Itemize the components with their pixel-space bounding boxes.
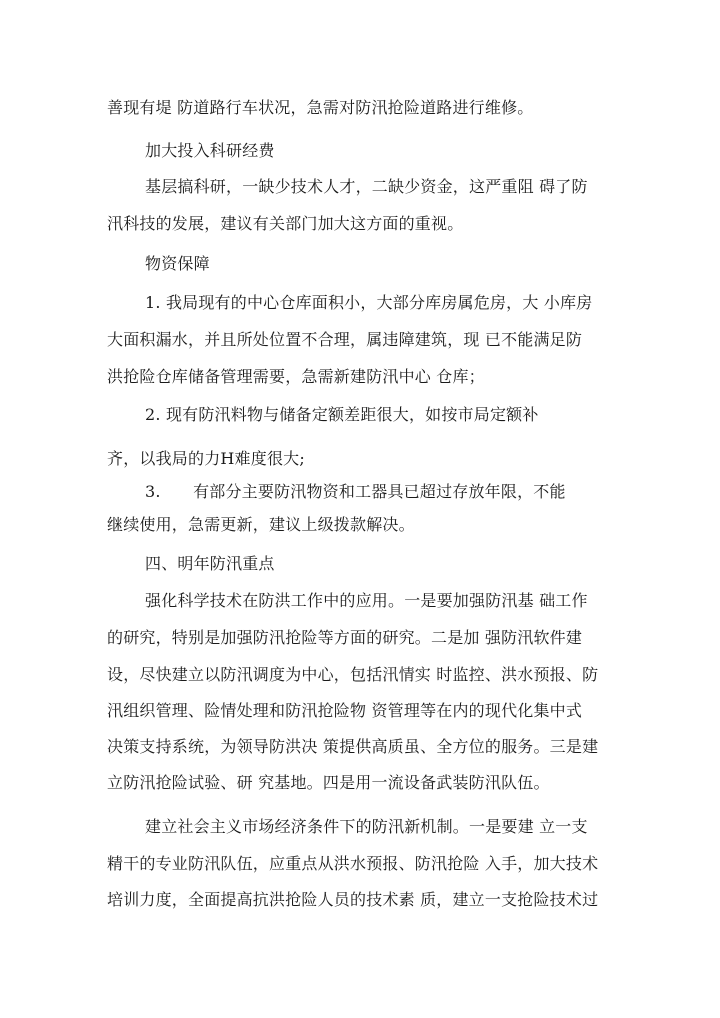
text-line: 大面积漏水，并且所处位置不合理，属违障建筑，现 已不能满足防 <box>107 330 583 349</box>
text-line: 设，尽快建立以防汛调度为中心，包括汛情实 时监控、洪水预报、防 <box>107 665 599 684</box>
text-line: 洪抢险仓库储备管理需要，急需新建防汛中心 仓库； <box>107 367 485 386</box>
text-line: 3. 有部分主要防汛物资和工器具已超过存放年限，不能 <box>145 482 566 501</box>
text-line: 2. 现有防汛料物与储备定额差距很大，如按市局定额补 <box>145 405 539 424</box>
text-line: 决策支持系统，为领导防洪决 策提供高质虽、全方位的服务。三是建 <box>107 737 599 756</box>
text-line: 基层搞科研，一缺少技术人才，二缺少资金，这严重阻 碍了防 <box>145 177 588 196</box>
section-heading: 四、明年防汛重点 <box>145 554 275 573</box>
section-heading: 物资保障 <box>145 254 210 273</box>
text-line: 汛组织管理、险情处理和防汛抢险物 资管理等在内的现代化集中式 <box>107 701 583 720</box>
text-line: 继续使用，急需更新，建议上级拨款解决。 <box>107 515 415 534</box>
text-line: 的研究，特别是加强防汛抢险等方面的研究。二是加 强防汛软件建 <box>107 628 583 647</box>
text-line: 善现有堤 防道路行车状况，急需对防汛抢险道路进行维修。 <box>107 98 534 117</box>
section-heading: 加大投入科研经费 <box>145 141 275 160</box>
text-line: 培训力度，全面提高抗洪抢险人员的技术素 质，建立一支抢险技术过 <box>107 890 599 909</box>
text-line: 强化科学技术在防洪工作中的应用。一是要加强防汛基 础工作 <box>145 591 588 610</box>
text-line: 汛科技的发展，建议有关部门加大这方面的重视。 <box>107 214 464 233</box>
text-line: 齐，以我局的力H难度很大; <box>107 449 305 468</box>
text-line: 1. 我局现有的中心仓库面积小，大部分库房属危房，大 小库房 <box>145 293 593 312</box>
text-line: 精干的专业防汛队伍，应重点从洪水预报、防汛抢险 入手，加大技术 <box>107 854 599 873</box>
text-line: 立防汛抢险试验、研 究基地。四是用一流设备武装防汛队伍。 <box>107 773 550 792</box>
text-line: 建立社会主义市场经济条件下的防汛新机制。一是要建 立一支 <box>145 817 588 836</box>
